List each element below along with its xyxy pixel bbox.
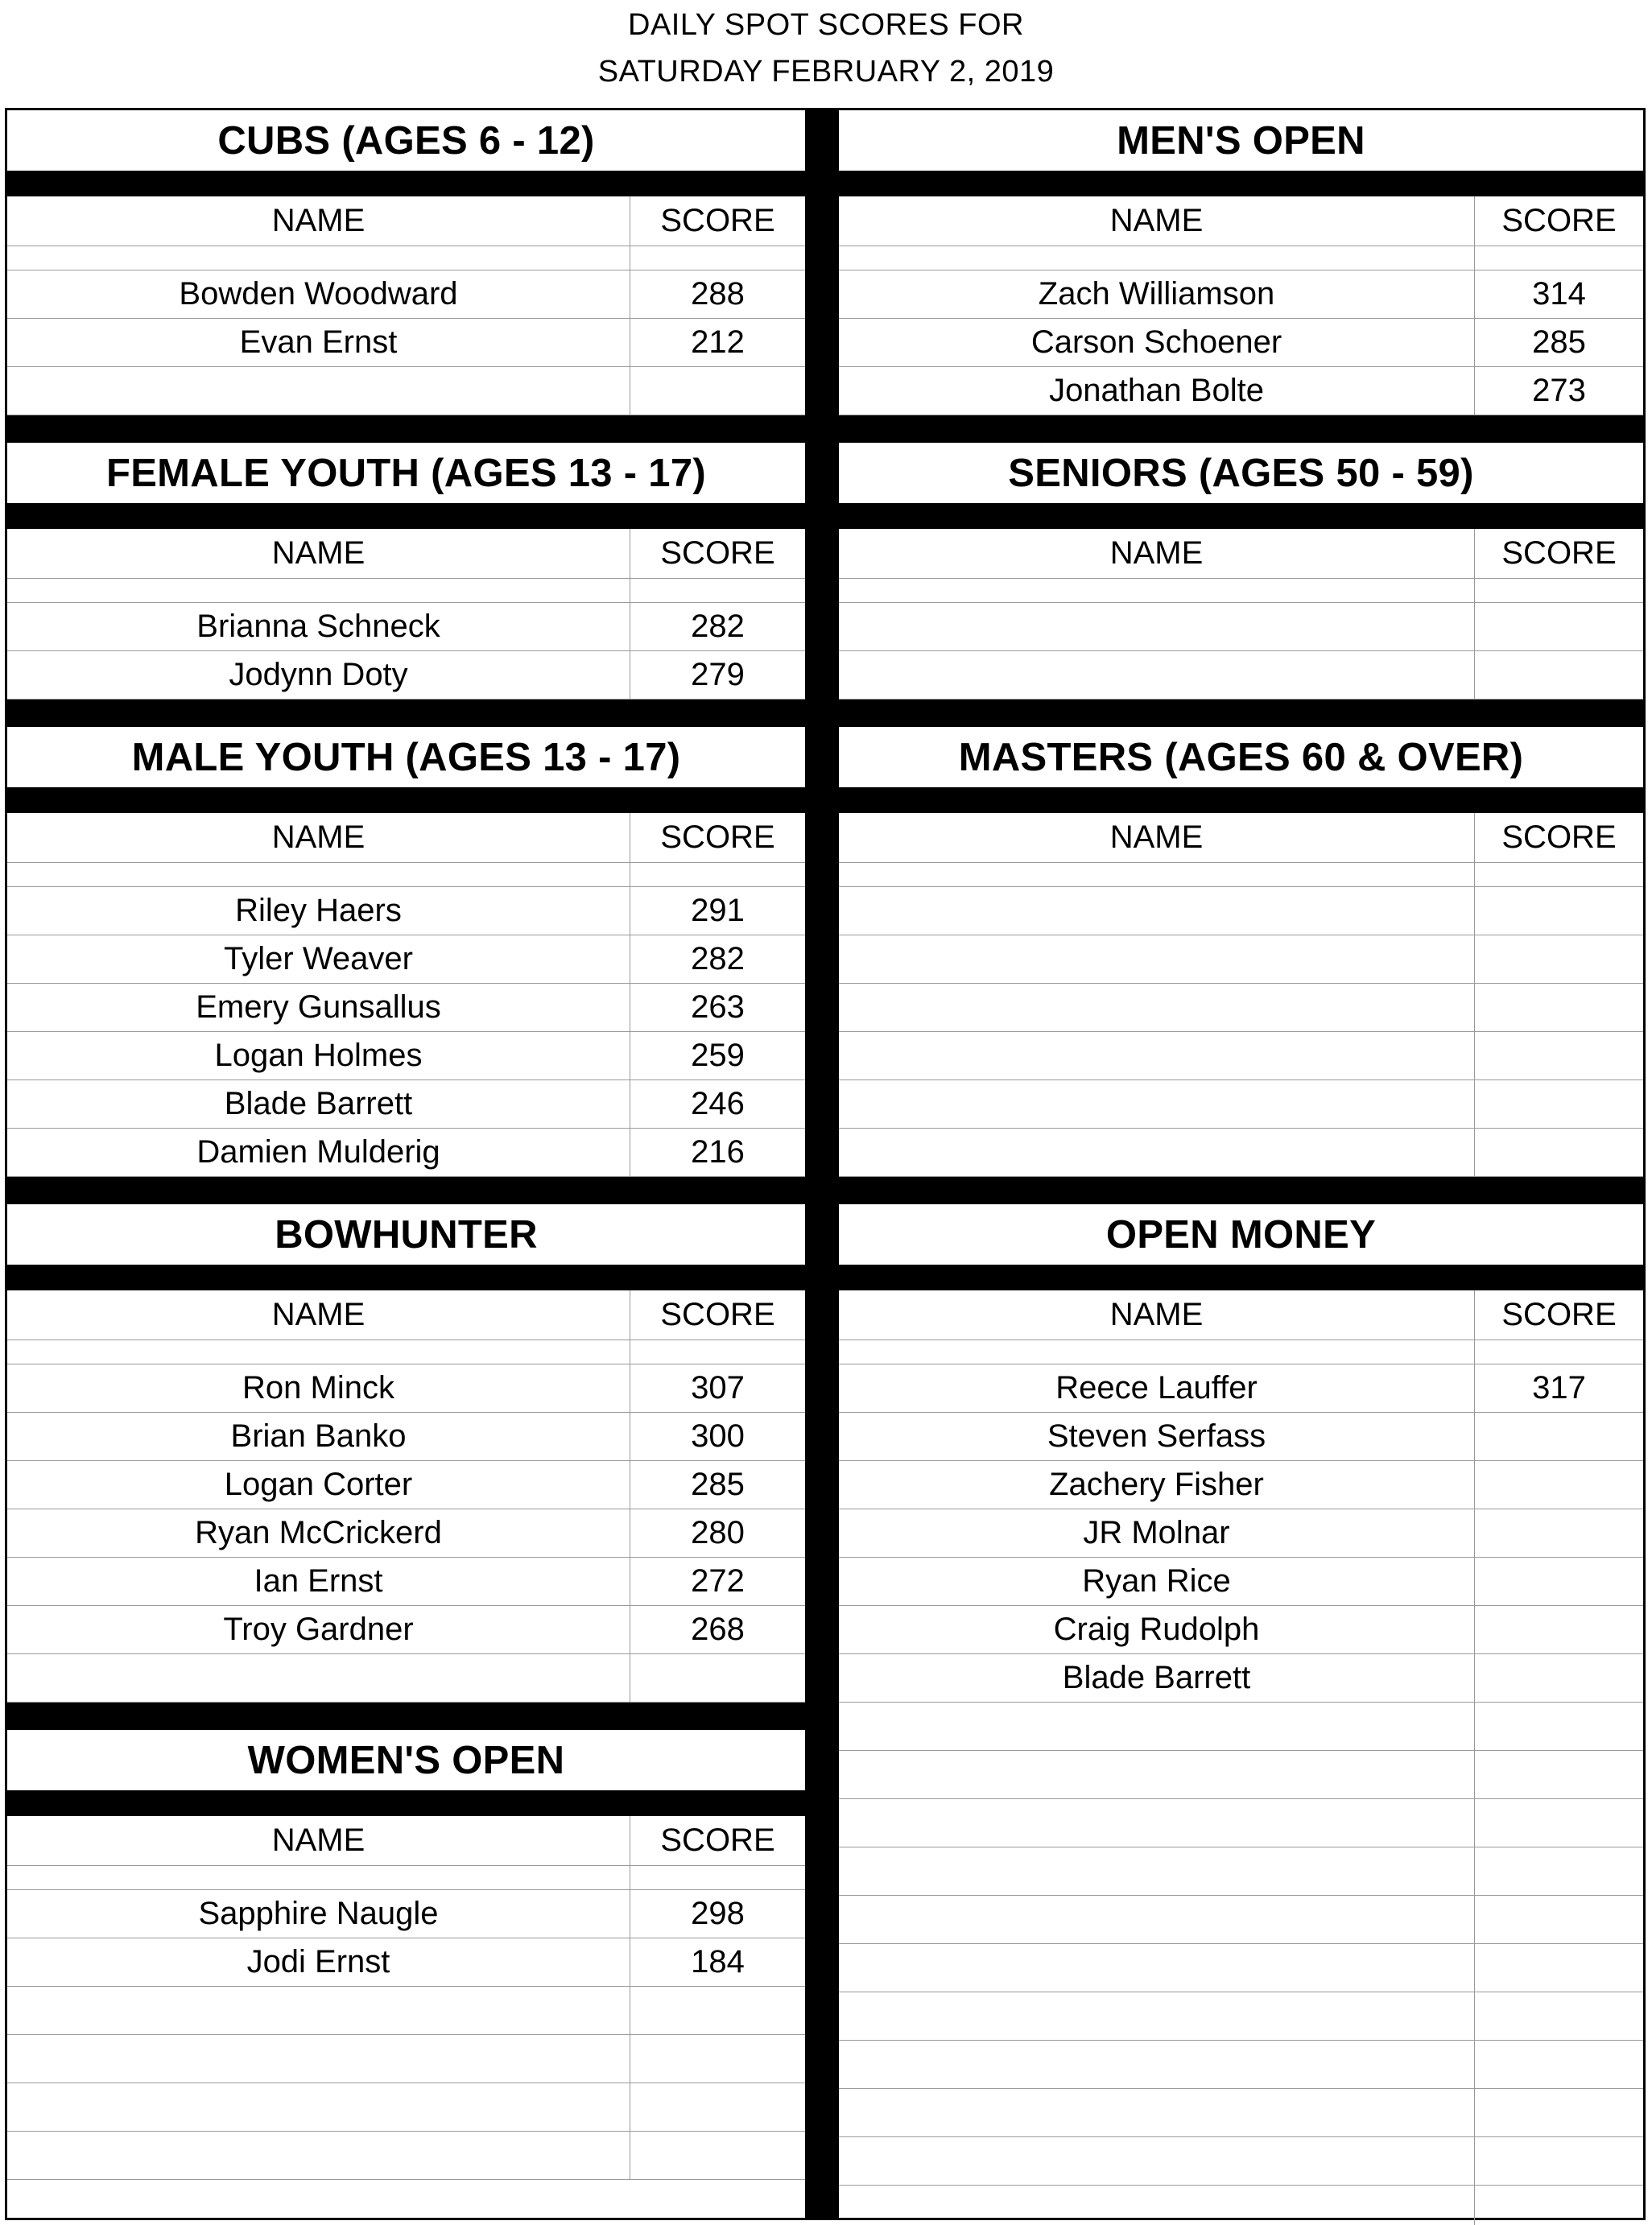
name-cell: Blade Barrett <box>839 1654 1475 1702</box>
name-cell: Bowden Woodward <box>7 270 630 318</box>
section-separator <box>7 1703 805 1730</box>
name-cell <box>839 984 1475 1031</box>
score-cell <box>1475 1509 1643 1557</box>
score-cell: 246 <box>691 1086 745 1121</box>
name-cell: Ron Minck <box>7 1364 630 1412</box>
score-cell: 212 <box>691 324 745 360</box>
score-column-header: SCORE <box>1501 203 1617 238</box>
score-column-header: SCORE <box>1501 1297 1617 1332</box>
table-header-row <box>7 1816 805 1866</box>
score-cell <box>1475 1129 1643 1176</box>
table-row <box>839 887 1643 935</box>
score-cell <box>1475 984 1643 1031</box>
score-cell <box>1475 1654 1643 1702</box>
score-cell: 307 <box>691 1370 745 1406</box>
table-row <box>7 887 805 935</box>
score-cell <box>1475 1799 1643 1847</box>
name-cell: Ryan McCrickerd <box>7 1509 630 1557</box>
spacer-cell <box>630 246 805 270</box>
spacer-row <box>839 579 1643 603</box>
section-title: MEN'S OPEN <box>1117 118 1365 163</box>
name-cell: Blade Barrett <box>7 1080 630 1128</box>
spacer-cell <box>630 579 805 602</box>
score-cell: 314 <box>1532 276 1586 312</box>
name-cell <box>839 1799 1475 1847</box>
page-title-line-2: SATURDAY FEBRUARY 2, 2019 <box>597 55 1055 89</box>
section-title-bar <box>839 1265 1643 1290</box>
table-row <box>839 1799 1643 1847</box>
table-row <box>7 2035 805 2083</box>
table-row <box>839 1558 1643 1606</box>
section-open-money <box>839 1204 1643 2225</box>
table-row <box>7 1080 805 1129</box>
name-column-header: NAME <box>7 196 630 246</box>
table-row <box>839 1364 1643 1413</box>
name-cell: Steven Serfass <box>839 1413 1475 1460</box>
score-cell: 259 <box>691 1038 745 1073</box>
score-cell <box>630 2132 805 2179</box>
score-cell: 282 <box>691 609 745 644</box>
table-row <box>7 2083 805 2132</box>
score-cell <box>1475 887 1643 935</box>
table-header-row <box>7 813 805 863</box>
name-column-header: NAME <box>839 529 1475 578</box>
name-column-header: NAME <box>839 196 1475 246</box>
right-column <box>839 110 1643 2225</box>
table-row <box>7 1413 805 1461</box>
name-cell <box>839 603 1475 650</box>
table-header-row <box>839 196 1643 246</box>
score-cell <box>1475 1606 1643 1653</box>
name-cell: Logan Holmes <box>7 1032 630 1079</box>
name-cell: Brian Banko <box>7 1413 630 1460</box>
name-cell: Brianna Schneck <box>7 603 630 650</box>
table-row <box>7 1654 805 1703</box>
table-header-row <box>839 1290 1643 1340</box>
table-row <box>839 1944 1643 1992</box>
section-title-bar <box>839 171 1643 196</box>
spacer-row <box>7 1866 805 1890</box>
table-row <box>7 270 805 319</box>
table-row <box>7 1129 805 1177</box>
section-bowhunter <box>7 1204 805 1703</box>
table-row <box>7 1032 805 1080</box>
section-separator <box>7 1177 805 1204</box>
name-cell <box>839 1080 1475 1128</box>
section-title: WOMEN'S OPEN <box>247 1738 565 1782</box>
table-row <box>7 1509 805 1558</box>
table-row <box>839 1129 1643 1177</box>
table-row <box>839 1654 1643 1703</box>
section-womens-open <box>7 1730 805 2180</box>
page-title-line-1: DAILY SPOT SCORES FOR <box>628 8 1024 42</box>
score-cell <box>1475 651 1643 699</box>
spacer-row <box>7 1340 805 1364</box>
section-title: CUBS (AGES 6 - 12) <box>217 118 595 163</box>
table-row <box>7 984 805 1032</box>
name-cell <box>839 935 1475 983</box>
table-row <box>839 1992 1643 2041</box>
spacer-row <box>7 246 805 270</box>
name-cell <box>839 1751 1475 1798</box>
score-cell: 285 <box>1532 324 1586 360</box>
score-column-header: SCORE <box>660 1297 775 1332</box>
score-cell <box>1475 1751 1643 1798</box>
section-title: BOWHUNTER <box>275 1212 538 1257</box>
name-cell: Ryan Rice <box>839 1558 1475 1605</box>
score-cell <box>1475 1558 1643 1605</box>
name-cell <box>7 1987 630 2034</box>
score-cell <box>1475 935 1643 983</box>
table-row <box>839 1032 1643 1080</box>
score-cell <box>630 1654 805 1702</box>
scores-sheet <box>5 108 1646 2220</box>
score-column-header: SCORE <box>1501 535 1617 571</box>
section-cubs <box>7 110 805 415</box>
score-cell <box>1475 1461 1643 1509</box>
table-row <box>839 1080 1643 1129</box>
table-row <box>839 1461 1643 1509</box>
name-cell <box>839 1129 1475 1176</box>
score-cell: 280 <box>691 1515 745 1550</box>
table-row <box>839 2041 1643 2089</box>
name-cell: Ian Ernst <box>7 1558 630 1605</box>
spacer-cell <box>839 246 1475 270</box>
score-cell: 288 <box>691 276 745 312</box>
table-row <box>7 1461 805 1509</box>
spacer-cell <box>839 1340 1475 1364</box>
score-cell <box>1475 1847 1643 1895</box>
table-row <box>7 1987 805 2035</box>
score-column-header: SCORE <box>660 203 775 238</box>
table-row <box>839 1896 1643 1944</box>
score-cell: 263 <box>691 989 745 1025</box>
name-cell: Riley Haers <box>7 887 630 935</box>
name-cell: Reece Lauffer <box>839 1364 1475 1412</box>
section-seniors <box>839 443 1643 700</box>
name-cell: Sapphire Naugle <box>7 1890 630 1938</box>
score-column-header: SCORE <box>660 819 775 855</box>
name-column-header: NAME <box>839 813 1475 862</box>
spacer-cell <box>1475 246 1643 270</box>
spacer-cell <box>630 1866 805 1889</box>
score-cell <box>1475 2041 1643 2088</box>
name-cell: JR Molnar <box>839 1509 1475 1557</box>
table-row <box>839 603 1643 651</box>
section-title: MASTERS (AGES 60 & OVER) <box>958 735 1524 779</box>
score-cell <box>1475 2089 1643 2136</box>
section-separator <box>839 1177 1643 1204</box>
table-row <box>7 1364 805 1413</box>
table-row <box>7 319 805 367</box>
table-row <box>839 1606 1643 1654</box>
spacer-row <box>839 863 1643 887</box>
spacer-cell <box>1475 863 1643 886</box>
name-cell <box>839 887 1475 935</box>
name-cell <box>839 2041 1475 2088</box>
table-row <box>7 1938 805 1987</box>
section-masters <box>839 727 1643 1177</box>
section-title-bar <box>7 503 805 529</box>
name-cell: Carson Schoener <box>839 319 1475 366</box>
table-row <box>839 1847 1643 1896</box>
score-cell: 184 <box>691 1944 745 1979</box>
section-separator <box>839 700 1643 727</box>
name-cell: Evan Ernst <box>7 319 630 366</box>
name-cell <box>7 2035 630 2083</box>
score-cell <box>1475 603 1643 650</box>
score-cell: 273 <box>1532 373 1586 408</box>
score-cell <box>1475 1944 1643 1992</box>
name-cell <box>839 1703 1475 1750</box>
table-row <box>7 367 805 415</box>
table-header-row <box>839 813 1643 863</box>
table-header-row <box>7 196 805 246</box>
table-row <box>839 1703 1643 1751</box>
table-row <box>839 1509 1643 1558</box>
table-row <box>7 1890 805 1938</box>
name-cell: Jodynn Doty <box>7 651 630 699</box>
spacer-cell <box>7 1866 630 1889</box>
score-cell <box>630 367 805 415</box>
name-cell: Damien Mulderig <box>7 1129 630 1176</box>
score-cell: 300 <box>691 1418 745 1454</box>
score-cell <box>1475 1080 1643 1128</box>
spacer-row <box>7 579 805 603</box>
score-column-header: SCORE <box>660 535 775 571</box>
table-row <box>839 1751 1643 1799</box>
table-row <box>7 1606 805 1654</box>
spacer-cell <box>1475 579 1643 602</box>
score-cell <box>1475 1896 1643 1943</box>
table-header-row <box>839 529 1643 579</box>
section-title-bar <box>7 1790 805 1816</box>
table-header-row <box>7 529 805 579</box>
name-cell: Zachery Fisher <box>839 1461 1475 1509</box>
name-cell: Jodi Ernst <box>7 1938 630 1986</box>
name-cell <box>839 1032 1475 1079</box>
score-column-header: SCORE <box>660 1823 775 1858</box>
name-cell: Troy Gardner <box>7 1606 630 1653</box>
score-cell: 279 <box>691 657 745 692</box>
spacer-cell <box>839 579 1475 602</box>
score-cell: 285 <box>691 1467 745 1502</box>
spacer-cell <box>630 1340 805 1364</box>
name-column-header: NAME <box>7 1816 630 1865</box>
spacer-cell <box>839 863 1475 886</box>
name-cell: Zach Williamson <box>839 270 1475 318</box>
name-column-header: NAME <box>7 813 630 862</box>
name-cell: Logan Corter <box>7 1461 630 1509</box>
name-cell <box>7 1654 630 1702</box>
left-column <box>7 110 805 2180</box>
score-cell: 216 <box>691 1134 745 1170</box>
score-cell: 268 <box>691 1612 745 1647</box>
spacer-row <box>839 246 1643 270</box>
score-cell <box>630 2035 805 2083</box>
score-cell <box>1475 1413 1643 1460</box>
section-male-youth <box>7 727 805 1177</box>
name-cell: Craig Rudolph <box>839 1606 1475 1653</box>
section-title-bar <box>839 503 1643 529</box>
score-cell <box>1475 2186 1643 2225</box>
name-column-header: NAME <box>839 1290 1475 1340</box>
table-row <box>7 2132 805 2180</box>
section-mens-open <box>839 110 1643 415</box>
score-cell: 291 <box>691 893 745 928</box>
section-title-bar <box>7 171 805 196</box>
section-separator <box>839 415 1643 443</box>
table-row <box>839 319 1643 367</box>
section-title: OPEN MONEY <box>1105 1212 1377 1257</box>
column-divider <box>805 110 839 2218</box>
spacer-cell <box>1475 1340 1643 1364</box>
name-column-header: NAME <box>7 529 630 578</box>
spacer-row <box>7 863 805 887</box>
score-cell <box>630 1987 805 2034</box>
table-row <box>7 1558 805 1606</box>
score-cell: 282 <box>691 941 745 976</box>
name-cell <box>7 2132 630 2179</box>
name-cell <box>839 1847 1475 1895</box>
score-cell <box>1475 1992 1643 2040</box>
name-cell <box>839 651 1475 699</box>
score-cell: 298 <box>691 1896 745 1931</box>
table-row <box>839 651 1643 700</box>
section-title-bar <box>7 1265 805 1290</box>
section-title-bar <box>7 787 805 813</box>
table-row <box>839 1413 1643 1461</box>
table-row <box>839 2137 1643 2186</box>
score-cell: 317 <box>1532 1370 1586 1406</box>
section-title-bar <box>839 787 1643 813</box>
spacer-cell <box>7 579 630 602</box>
name-cell <box>7 2083 630 2131</box>
table-row <box>839 984 1643 1032</box>
table-row <box>839 367 1643 415</box>
table-row <box>7 935 805 984</box>
spacer-cell <box>7 1340 630 1364</box>
section-separator <box>7 700 805 727</box>
table-row <box>839 270 1643 319</box>
table-row <box>7 603 805 651</box>
name-cell: Tyler Weaver <box>7 935 630 983</box>
section-title: FEMALE YOUTH (AGES 13 - 17) <box>105 451 707 495</box>
spacer-cell <box>630 863 805 886</box>
score-cell <box>1475 2137 1643 2185</box>
score-cell <box>1475 1703 1643 1750</box>
score-cell <box>1475 1032 1643 1079</box>
table-row <box>839 2089 1643 2137</box>
section-title: SENIORS (AGES 50 - 59) <box>1008 451 1474 495</box>
table-header-row <box>7 1290 805 1340</box>
table-row <box>7 651 805 700</box>
score-cell: 272 <box>691 1563 745 1599</box>
section-title: MALE YOUTH (AGES 13 - 17) <box>131 735 681 779</box>
section-separator <box>7 415 805 443</box>
spacer-cell <box>7 863 630 886</box>
table-row <box>839 935 1643 984</box>
section-female-youth <box>7 443 805 700</box>
name-column-header: NAME <box>7 1290 630 1340</box>
score-column-header: SCORE <box>1501 819 1617 855</box>
name-cell <box>7 367 630 415</box>
name-cell <box>839 2089 1475 2136</box>
score-cell <box>630 2083 805 2131</box>
name-cell: Emery Gunsallus <box>7 984 630 1031</box>
name-cell <box>839 2137 1475 2185</box>
spacer-cell <box>7 246 630 270</box>
name-cell: Jonathan Bolte <box>839 367 1475 415</box>
name-cell <box>839 1944 1475 1992</box>
table-row <box>839 2186 1643 2225</box>
name-cell <box>839 2186 1475 2225</box>
name-cell <box>839 1896 1475 1943</box>
name-cell <box>839 1992 1475 2040</box>
spacer-row <box>839 1340 1643 1364</box>
